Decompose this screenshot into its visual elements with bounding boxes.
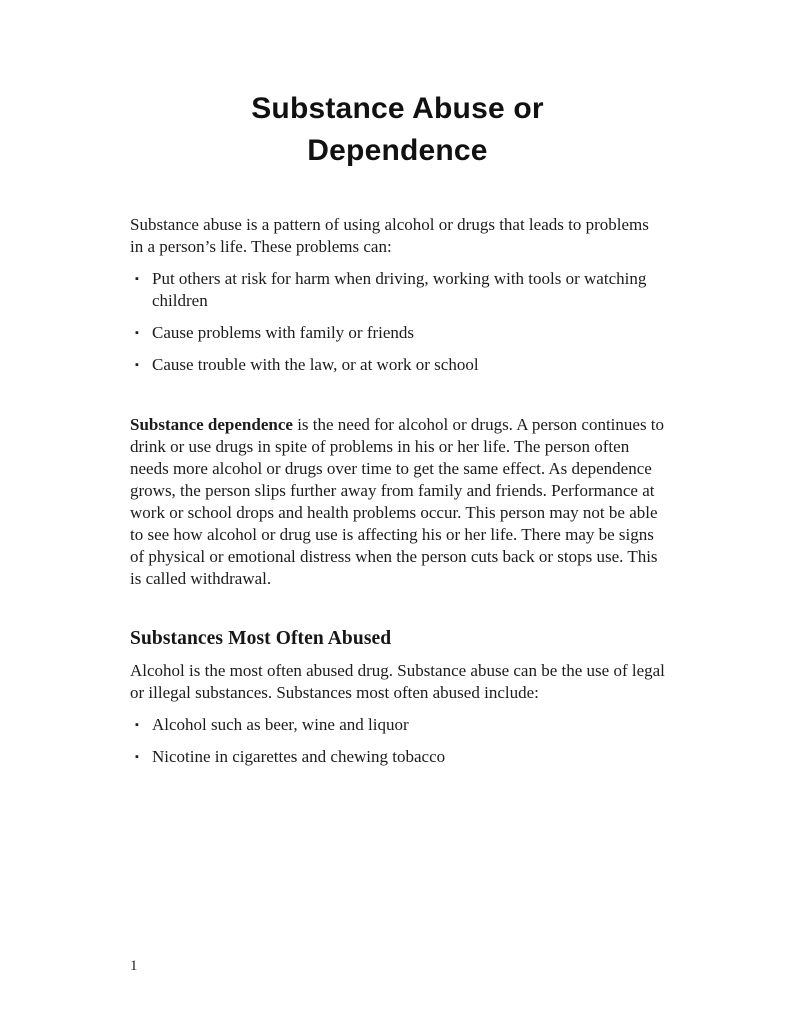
- list-item-text: Cause problems with family or friends: [152, 323, 415, 342]
- bullet-icon: ▪: [135, 359, 139, 371]
- bullet-icon: ▪: [135, 327, 139, 339]
- list-item-text: Nicotine in cigarettes and chewing tobacco: [152, 747, 446, 766]
- bullet-icon: ▪: [135, 719, 139, 731]
- page-title-line1: Substance Abuse or: [251, 92, 544, 125]
- section-paragraph: Alcohol is the most often abused drug. Substance abuse can be the use of legal or illegal substances. Substances most often abused include:: [130, 661, 665, 702]
- list-item: [130, 268, 665, 312]
- problems-list: [130, 268, 665, 376]
- bullet-icon: ▪: [135, 273, 139, 285]
- page-title-line2: Dependence: [307, 134, 488, 167]
- list-item-text: Alcohol such as beer, wine and liquor: [152, 715, 409, 734]
- section-heading: Substances Most Often Abused: [130, 628, 392, 649]
- list-item: [130, 354, 665, 376]
- substances-list: [130, 714, 665, 768]
- page-title: [130, 88, 665, 172]
- intro-paragraph: Substance abuse is a pattern of using alcohol or drugs that leads to problems in a person’s life. These problems can:: [130, 215, 649, 256]
- list-item: [130, 714, 665, 736]
- bullet-icon: ▪: [135, 751, 139, 763]
- list-item-text: Cause trouble with the law, or at work or school: [152, 355, 479, 374]
- dependence-body: is the need for alcohol or drugs. A person continues to drink or use drugs in spite of problems in his or her life. The person often needs more alcohol or drugs over time to get the same effect. As dependence grows, the person slips further away from family and friends. Performance at work or school drops and health problems occur. This person may not be able to see how alcohol or drug use is affecting his or her life. There may be signs of physical or emotional distress when the person cuts back or stops use. This is called withdrawal.: [130, 415, 665, 588]
- list-item: [130, 746, 665, 768]
- dependence-lead: Substance dependence: [130, 415, 293, 434]
- page-number: 1: [130, 958, 138, 974]
- dependence-paragraph: [130, 414, 665, 590]
- list-item: [130, 322, 665, 344]
- list-item-text: Put others at risk for harm when driving, working with tools or watching children: [152, 269, 647, 310]
